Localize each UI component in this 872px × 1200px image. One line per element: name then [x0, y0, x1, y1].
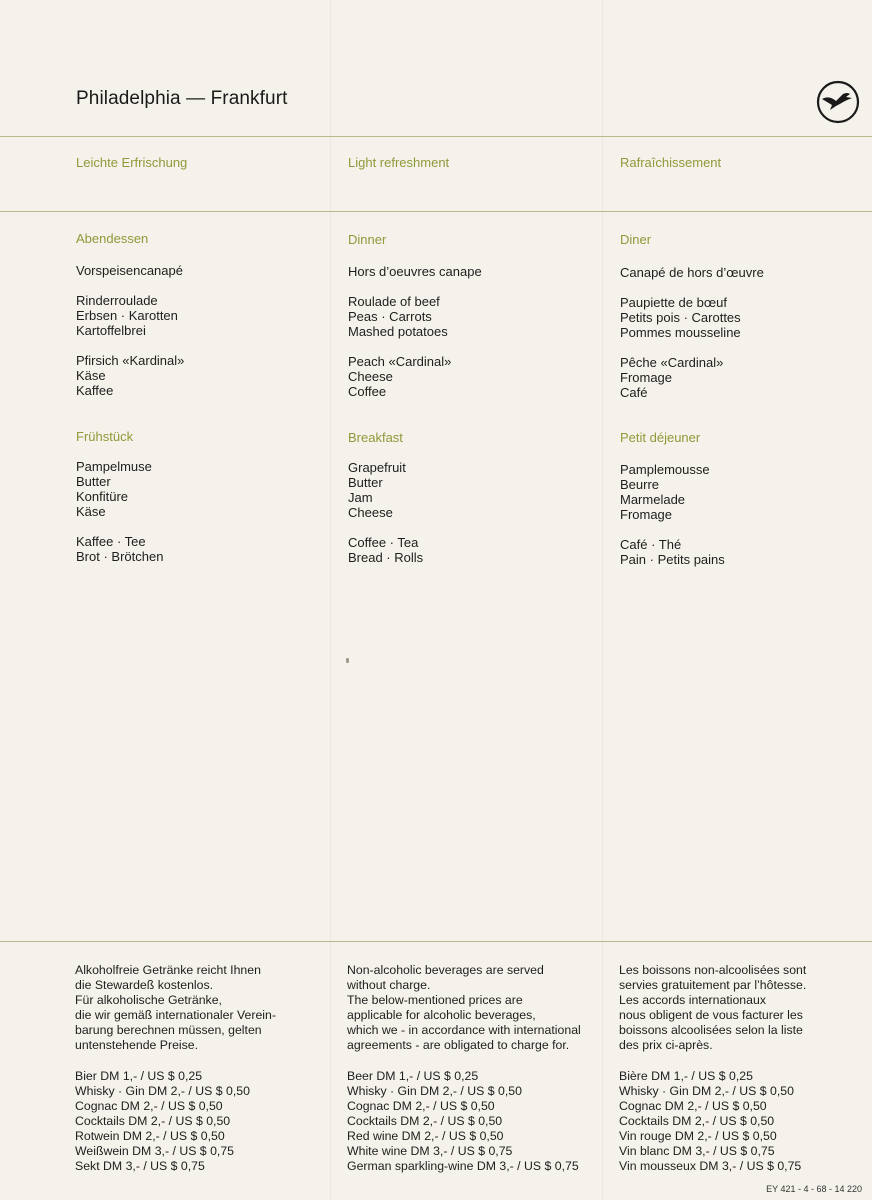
spacer — [348, 279, 598, 294]
menu-item: Coffee · Tea — [348, 535, 419, 550]
menu-item: Rinderroulade — [76, 293, 158, 308]
header-de: Leichte Erfrischung — [76, 155, 188, 170]
beverage-note: which we - in accordance with international — [347, 1023, 581, 1037]
price-line: Red wine DM 2,- / US $ 0,50 — [347, 1129, 504, 1143]
price-line: Bière DM 1,- / US $ 0,25 — [619, 1069, 753, 1083]
price-line: Beer DM 1,- / US $ 0,25 — [347, 1069, 479, 1083]
spacer — [620, 522, 870, 537]
menu-item: Petits pois · Carottes — [620, 310, 741, 325]
menu-item: Peach «Cardinal» — [348, 354, 452, 369]
menu-item: Butter — [76, 474, 111, 489]
price-line: Cognac DM 2,- / US $ 0,50 — [75, 1099, 223, 1113]
menu-item: Canapé de hors d’œuvre — [620, 265, 764, 280]
beverage-note: die Stewardeß kostenlos. — [75, 978, 214, 992]
beverage-note: Non-alcoholic beverages are served — [347, 963, 544, 977]
menu-item: Café — [620, 385, 648, 400]
beverage-note: des prix ci-après. — [619, 1038, 713, 1052]
menu-item: Pommes mousseline — [620, 325, 741, 340]
paper-speck — [346, 658, 349, 663]
spacer — [348, 339, 598, 354]
route-title: Philadelphia — Frankfurt — [76, 88, 288, 109]
price-line: German sparkling-wine DM 3,- / US $ 0,75 — [347, 1159, 579, 1173]
print-code: EY 421 - 4 - 68 - 14 220 — [766, 1184, 862, 1194]
menu-item: Cheese — [348, 505, 393, 520]
menu-item: Erbsen · Karotten — [76, 308, 178, 323]
spacer — [620, 340, 870, 355]
beverage-note: applicable for alcoholic beverages, — [347, 1008, 536, 1022]
beverage-note: nous obligent de vous facturer les — [619, 1008, 803, 1022]
menu-item: Bread · Rolls — [348, 550, 424, 565]
menu-item: Beurre — [620, 477, 660, 492]
beverage-note: Alkoholfreie Getränke reicht Ihnen — [75, 963, 261, 977]
menu-item: Jam — [348, 490, 373, 505]
menu-item: Peas · Carrots — [348, 309, 432, 324]
price-line: Cocktails DM 2,- / US $ 0,50 — [347, 1114, 503, 1128]
beverages-fr — [619, 963, 872, 1174]
header-en: Light refreshment — [348, 155, 450, 170]
menu-column-de — [76, 231, 326, 564]
price-line: Cocktails DM 2,- / US $ 0,50 — [75, 1114, 231, 1128]
price-line: Cognac DM 2,- / US $ 0,50 — [347, 1099, 495, 1113]
price-line: White wine DM 3,- / US $ 0,75 — [347, 1144, 513, 1158]
menu-item: Pêche «Cardinal» — [620, 355, 724, 370]
menu-item: Kaffee — [76, 383, 114, 398]
beverage-note: without charge. — [347, 978, 431, 992]
menu-item: Vorspeisencanapé — [76, 263, 183, 278]
menu-item: Marmelade — [620, 492, 686, 507]
menu-item: Pfirsich «Kardinal» — [76, 353, 185, 368]
spacer — [76, 338, 326, 353]
menu-item: Kartoffelbrei — [76, 323, 146, 338]
beverage-note: Les accords internationaux — [619, 993, 766, 1007]
beverage-note: untenstehende Preise. — [75, 1038, 199, 1052]
divider — [0, 136, 872, 137]
beverages-de — [75, 963, 335, 1174]
price-line: Whisky · Gin DM 2,- / US $ 0,50 — [619, 1084, 794, 1098]
menu-item: Pampelmuse — [76, 459, 152, 474]
price-line: Whisky · Gin DM 2,- / US $ 0,50 — [347, 1084, 522, 1098]
menu-item: Grapefruit — [348, 460, 406, 475]
menu-item: Pamplemousse — [620, 462, 710, 477]
menu-item: Kaffee · Tee — [76, 534, 146, 549]
lufthansa-crane-icon — [816, 80, 860, 124]
beverage-note: Les boissons non-alcoolisées sont — [619, 963, 807, 977]
menu-column-fr — [620, 232, 870, 567]
menu-item: Pain · Petits pains — [620, 552, 725, 567]
spacer — [76, 278, 326, 293]
menu-item: Fromage — [620, 507, 673, 522]
price-line: Vin mousseux DM 3,- / US $ 0,75 — [619, 1159, 802, 1173]
breakfast-title: Breakfast — [348, 430, 403, 445]
menu-item: Hors d’oeuvres canape — [348, 264, 482, 279]
menu-item: Café · Thé — [620, 537, 682, 552]
menu-item: Brot · Brötchen — [76, 549, 164, 564]
menu-item: Fromage — [620, 370, 673, 385]
header-fr: Rafraîchissement — [620, 155, 722, 170]
divider — [0, 941, 872, 942]
menu-item: Käse — [76, 504, 106, 519]
menu-item: Konfitüre — [76, 489, 129, 504]
menu-column-en — [348, 232, 598, 565]
price-line: Sekt DM 3,- / US $ 0,75 — [75, 1159, 205, 1173]
spacer — [76, 519, 326, 534]
menu-item: Roulade of beef — [348, 294, 440, 309]
beverage-note: Für alkoholische Getränke, — [75, 993, 222, 1007]
price-line: Cocktails DM 2,- / US $ 0,50 — [619, 1114, 775, 1128]
menu-item: Mashed potatoes — [348, 324, 448, 339]
beverage-note: barung berechnen müssen, gelten — [75, 1023, 262, 1037]
beverage-note: die wir gemäß internationaler Verein- — [75, 1008, 276, 1022]
price-line: Whisky · Gin DM 2,- / US $ 0,50 — [75, 1084, 250, 1098]
dinner-title: Abendessen — [76, 231, 149, 246]
menu-item: Butter — [348, 475, 383, 490]
beverage-note: The below-mentioned prices are — [347, 993, 523, 1007]
breakfast-title: Frühstück — [76, 429, 134, 444]
dinner-title: Dinner — [348, 232, 387, 247]
beverage-note: agreements - are obligated to charge for. — [347, 1038, 570, 1052]
price-line: Bier DM 1,- / US $ 0,25 — [75, 1069, 203, 1083]
price-line: Vin rouge DM 2,- / US $ 0,50 — [619, 1129, 777, 1143]
menu-item: Coffee — [348, 384, 387, 399]
price-line: Cognac DM 2,- / US $ 0,50 — [619, 1099, 767, 1113]
breakfast-title: Petit déjeuner — [620, 430, 701, 445]
beverage-note: servies gratuitement par l’hôtesse. — [619, 978, 807, 992]
spacer — [348, 520, 598, 535]
spacer — [620, 280, 870, 295]
beverage-note: boissons alcoolisées selon la liste — [619, 1023, 803, 1037]
price-line: Vin blanc DM 3,- / US $ 0,75 — [619, 1144, 775, 1158]
menu-item: Käse — [76, 368, 106, 383]
price-line: Weißwein DM 3,- / US $ 0,75 — [75, 1144, 235, 1158]
menu-item: Cheese — [348, 369, 393, 384]
beverages-en — [347, 963, 607, 1174]
menu-item: Paupiette de bœuf — [620, 295, 727, 310]
price-line: Rotwein DM 2,- / US $ 0,50 — [75, 1129, 225, 1143]
dinner-title: Diner — [620, 232, 652, 247]
divider — [0, 211, 872, 212]
